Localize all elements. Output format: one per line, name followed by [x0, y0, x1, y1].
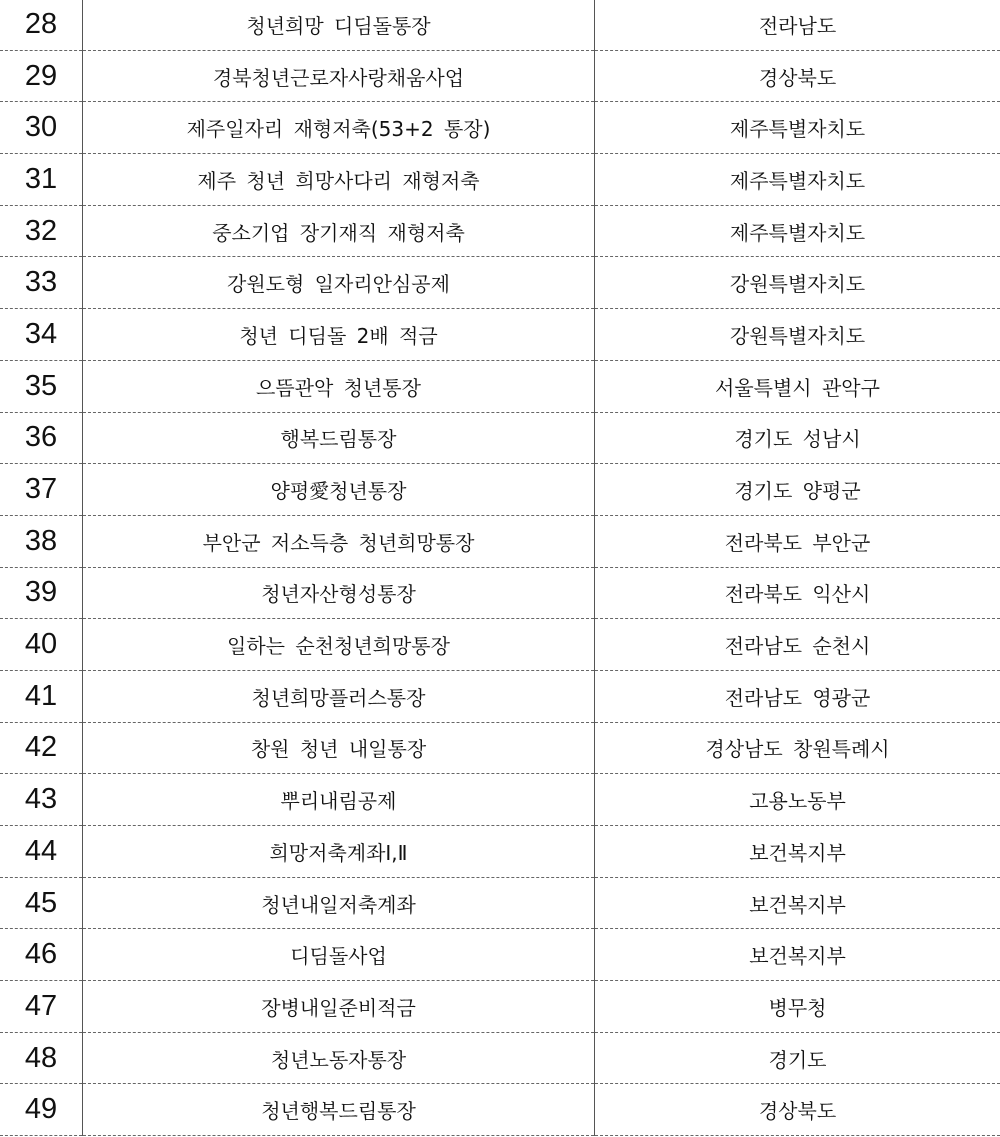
- program-name-cell: 뿌리내림공제: [83, 774, 595, 826]
- row-number-cell: 44: [0, 826, 83, 878]
- region-name-cell: 강원특별자치도: [595, 257, 1000, 309]
- program-name-cell: 청년자산형성통장: [83, 567, 595, 619]
- program-name-cell: 부안군 저소득층 청년희망통장: [83, 515, 595, 567]
- table-row: [0, 774, 1000, 826]
- table-row: [0, 619, 1000, 671]
- region-name-cell: 경기도 양평군: [595, 464, 1000, 516]
- row-number-cell: 38: [0, 515, 83, 567]
- row-number-cell: 39: [0, 567, 83, 619]
- table-row: [0, 154, 1000, 206]
- row-number-cell: 49: [0, 1084, 83, 1136]
- row-number-cell: 43: [0, 774, 83, 826]
- program-name-cell: 중소기업 장기재직 재형저축: [83, 205, 595, 257]
- program-name-cell: 디딤돌사업: [83, 929, 595, 981]
- program-name-cell: 일하는 순천청년희망통장: [83, 619, 595, 671]
- program-name-cell: 제주 청년 희망사다리 재형저축: [83, 154, 595, 206]
- table-row: [0, 309, 1000, 361]
- table-row: [0, 877, 1000, 929]
- region-name-cell: 고용노동부: [595, 774, 1000, 826]
- row-number-cell: 33: [0, 257, 83, 309]
- region-name-cell: 경기도: [595, 1032, 1000, 1084]
- program-name-cell: 청년희망 디딤돌통장: [83, 0, 595, 50]
- table-row: [0, 464, 1000, 516]
- region-name-cell: 경상북도: [595, 1084, 1000, 1136]
- program-name-cell: 경북청년근로자사랑채움사업: [83, 50, 595, 102]
- row-number-cell: 34: [0, 309, 83, 361]
- program-name-cell: 강원도형 일자리안심공제: [83, 257, 595, 309]
- region-name-cell: 제주특별자치도: [595, 205, 1000, 257]
- program-name-cell: 행복드림통장: [83, 412, 595, 464]
- table-row: [0, 50, 1000, 102]
- region-name-cell: 보건복지부: [595, 929, 1000, 981]
- program-name-cell: 청년 디딤돌 2배 적금: [83, 309, 595, 361]
- region-name-cell: 전라북도 부안군: [595, 515, 1000, 567]
- program-name-cell: 제주일자리 재형저축(53+2 통장): [83, 102, 595, 154]
- table-row: [0, 981, 1000, 1033]
- table-row: [0, 567, 1000, 619]
- region-name-cell: 보건복지부: [595, 826, 1000, 878]
- row-number-cell: 29: [0, 50, 83, 102]
- table-row: [0, 0, 1000, 50]
- table-row: [0, 929, 1000, 981]
- table-row: [0, 412, 1000, 464]
- row-number-cell: 42: [0, 722, 83, 774]
- region-name-cell: 보건복지부: [595, 877, 1000, 929]
- region-name-cell: 전라남도 영광군: [595, 670, 1000, 722]
- table-row: [0, 1084, 1000, 1136]
- program-name-cell: 청년내일저축계좌: [83, 877, 595, 929]
- row-number-cell: 48: [0, 1032, 83, 1084]
- table-row: [0, 826, 1000, 878]
- table-row: [0, 722, 1000, 774]
- table-row: [0, 205, 1000, 257]
- row-number-cell: 46: [0, 929, 83, 981]
- region-name-cell: 전라남도 순천시: [595, 619, 1000, 671]
- row-number-cell: 45: [0, 877, 83, 929]
- region-name-cell: 제주특별자치도: [595, 154, 1000, 206]
- row-number-cell: 32: [0, 205, 83, 257]
- region-name-cell: 전라남도: [595, 0, 1000, 50]
- table-row: [0, 1032, 1000, 1084]
- program-name-cell: 양평愛청년통장: [83, 464, 595, 516]
- region-name-cell: 전라북도 익산시: [595, 567, 1000, 619]
- program-name-cell: 청년희망플러스통장: [83, 670, 595, 722]
- region-name-cell: 강원특별자치도: [595, 309, 1000, 361]
- program-name-cell: 으뜸관악 청년통장: [83, 360, 595, 412]
- row-number-cell: 40: [0, 619, 83, 671]
- table-row: [0, 102, 1000, 154]
- program-name-cell: 창원 청년 내일통장: [83, 722, 595, 774]
- row-number-cell: 28: [0, 0, 83, 50]
- region-name-cell: 경기도 성남시: [595, 412, 1000, 464]
- program-name-cell: 장병내일준비적금: [83, 981, 595, 1033]
- row-number-cell: 47: [0, 981, 83, 1033]
- table-row: [0, 515, 1000, 567]
- region-name-cell: 제주특별자치도: [595, 102, 1000, 154]
- program-name-cell: 청년행복드림통장: [83, 1084, 595, 1136]
- row-number-cell: 37: [0, 464, 83, 516]
- row-number-cell: 30: [0, 102, 83, 154]
- row-number-cell: 35: [0, 360, 83, 412]
- region-name-cell: 경상북도: [595, 50, 1000, 102]
- row-number-cell: 41: [0, 670, 83, 722]
- table-row: [0, 670, 1000, 722]
- program-name-cell: 희망저축계좌Ⅰ,Ⅱ: [83, 826, 595, 878]
- table-row: [0, 257, 1000, 309]
- region-name-cell: 병무청: [595, 981, 1000, 1033]
- row-number-cell: 31: [0, 154, 83, 206]
- region-name-cell: 서울특별시 관악구: [595, 360, 1000, 412]
- program-name-cell: 청년노동자통장: [83, 1032, 595, 1084]
- table-row: [0, 360, 1000, 412]
- row-number-cell: 36: [0, 412, 83, 464]
- region-name-cell: 경상남도 창원특례시: [595, 722, 1000, 774]
